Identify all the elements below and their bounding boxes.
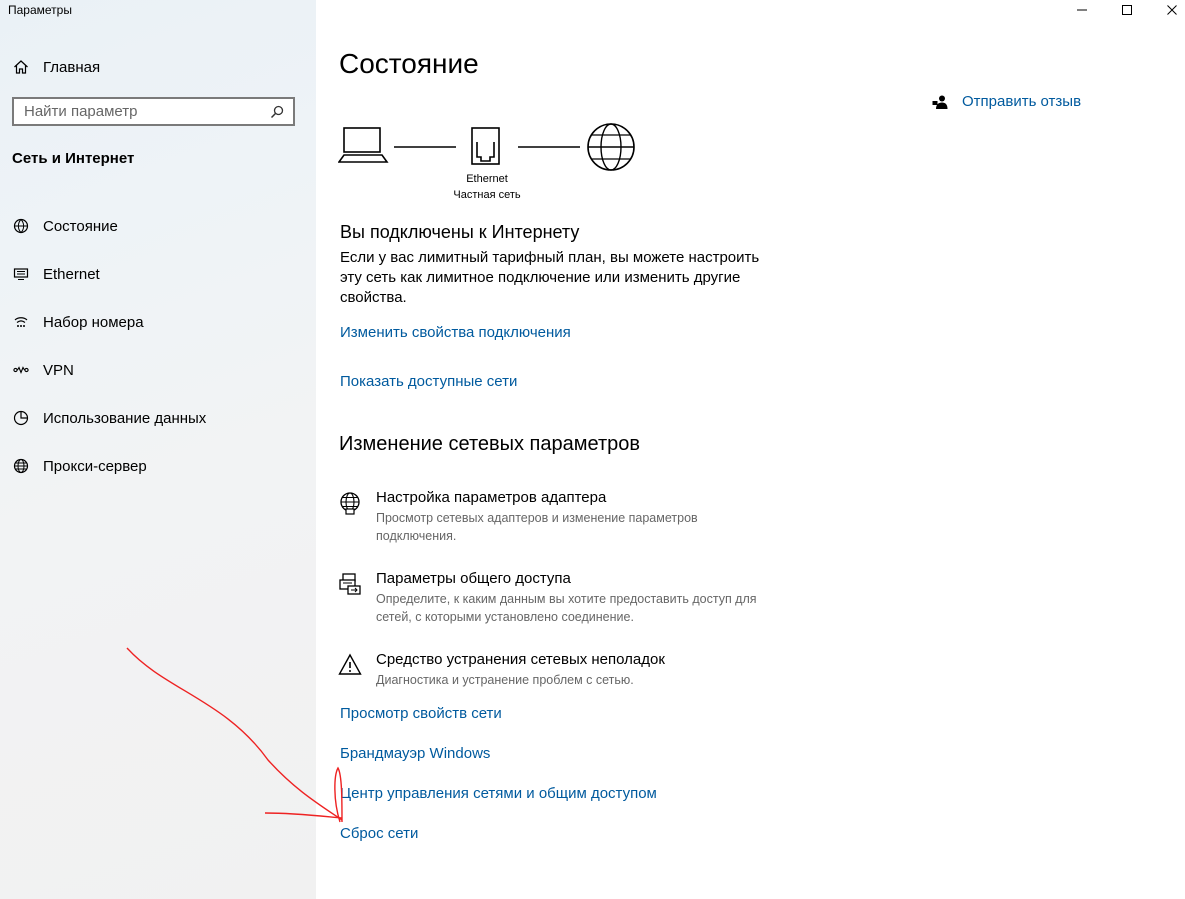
maximize-icon: [1121, 4, 1133, 16]
setting-title: Средство устранения сетевых неполадок: [376, 651, 665, 668]
sidebar-item-ethernet[interactable]: [0, 250, 316, 298]
sidebar-item-dialup[interactable]: [0, 298, 316, 346]
change-connection-properties-link[interactable]: Изменить свойства подключения: [340, 324, 571, 341]
adapter-name: Ethernet: [466, 173, 508, 185]
sidebar-item-label: Использование данных: [43, 409, 207, 427]
sharing-options-item[interactable]: [338, 570, 778, 624]
minimize-button[interactable]: [1059, 0, 1105, 20]
home-button[interactable]: [12, 56, 100, 78]
page-title: Состояние: [339, 48, 479, 79]
sidebar-item-status[interactable]: [0, 202, 316, 250]
feedback-link[interactable]: [932, 93, 1081, 110]
sidebar: [0, 0, 316, 899]
status-icon: [12, 217, 30, 235]
show-available-networks-link[interactable]: Показать доступные сети: [340, 373, 518, 390]
warning-icon: [338, 653, 362, 677]
home-label: Главная: [43, 58, 101, 76]
vpn-icon: [12, 361, 30, 379]
search-input[interactable]: [14, 103, 267, 120]
adapter-icon: [338, 491, 362, 515]
windows-firewall-link[interactable]: Брандмауэр Windows: [340, 745, 491, 762]
sidebar-item-label: Состояние: [43, 217, 118, 235]
dialup-icon: [12, 313, 30, 331]
search-icon[interactable]: [267, 105, 287, 119]
setting-description: Определите, к каким данным вы хотите предоставить доступ для сетей, с которыми установлено соединение.: [376, 592, 757, 624]
section-heading: Изменение сетевых параметров: [339, 433, 640, 455]
sidebar-item-proxy[interactable]: [0, 442, 316, 490]
ethernet-icon: [12, 265, 30, 283]
sidebar-nav: [0, 202, 316, 490]
window-title: Параметры: [8, 3, 72, 17]
search-box[interactable]: [12, 97, 295, 126]
section-title: Сеть и Интернет: [12, 150, 135, 167]
sidebar-item-label: Ethernet: [43, 265, 100, 283]
sidebar-item-data-usage[interactable]: [0, 394, 316, 442]
sidebar-item-label: VPN: [43, 361, 74, 379]
globe-icon: [12, 457, 30, 475]
home-icon: [12, 58, 30, 76]
internet-globe-icon: [588, 124, 634, 170]
sidebar-item-label: Прокси-сервер: [43, 457, 147, 475]
sharing-icon: [338, 572, 362, 596]
network-name: Частная сеть: [453, 189, 521, 201]
setting-title: Настройка параметров адаптера: [376, 489, 607, 506]
feedback-label: Отправить отзыв: [962, 93, 1082, 110]
laptop-icon: [339, 128, 387, 162]
ethernet-port-icon: [472, 128, 499, 164]
maximize-button[interactable]: [1104, 0, 1150, 20]
setting-description: Просмотр сетевых адаптеров и изменение параметров подключения.: [376, 511, 698, 543]
sidebar-item-vpn[interactable]: [0, 346, 316, 394]
network-sharing-center-link[interactable]: Центр управления сетями и общим доступом: [340, 785, 657, 802]
close-icon: [1166, 4, 1178, 16]
setting-title: Параметры общего доступа: [376, 570, 571, 587]
setting-description: Диагностика и устранение проблем с сетью.: [376, 673, 634, 687]
connection-status-heading: Вы подключены к Интернету: [340, 222, 580, 242]
sidebar-item-label: Набор номера: [43, 313, 144, 331]
close-button[interactable]: [1149, 0, 1185, 20]
feedback-icon: [932, 94, 948, 110]
network-reset-link[interactable]: Сброс сети: [340, 825, 419, 842]
minimize-icon: [1076, 4, 1088, 16]
adapter-settings-item[interactable]: [338, 489, 778, 543]
connection-status-description: Если у вас лимитный тарифный план, вы можете настроить эту сеть как лимитное подключение или изменить другие свойства.: [340, 249, 760, 306]
data-usage-icon: [12, 409, 30, 427]
view-network-properties-link[interactable]: Просмотр свойств сети: [340, 705, 502, 722]
troubleshooter-item[interactable]: [338, 651, 778, 691]
